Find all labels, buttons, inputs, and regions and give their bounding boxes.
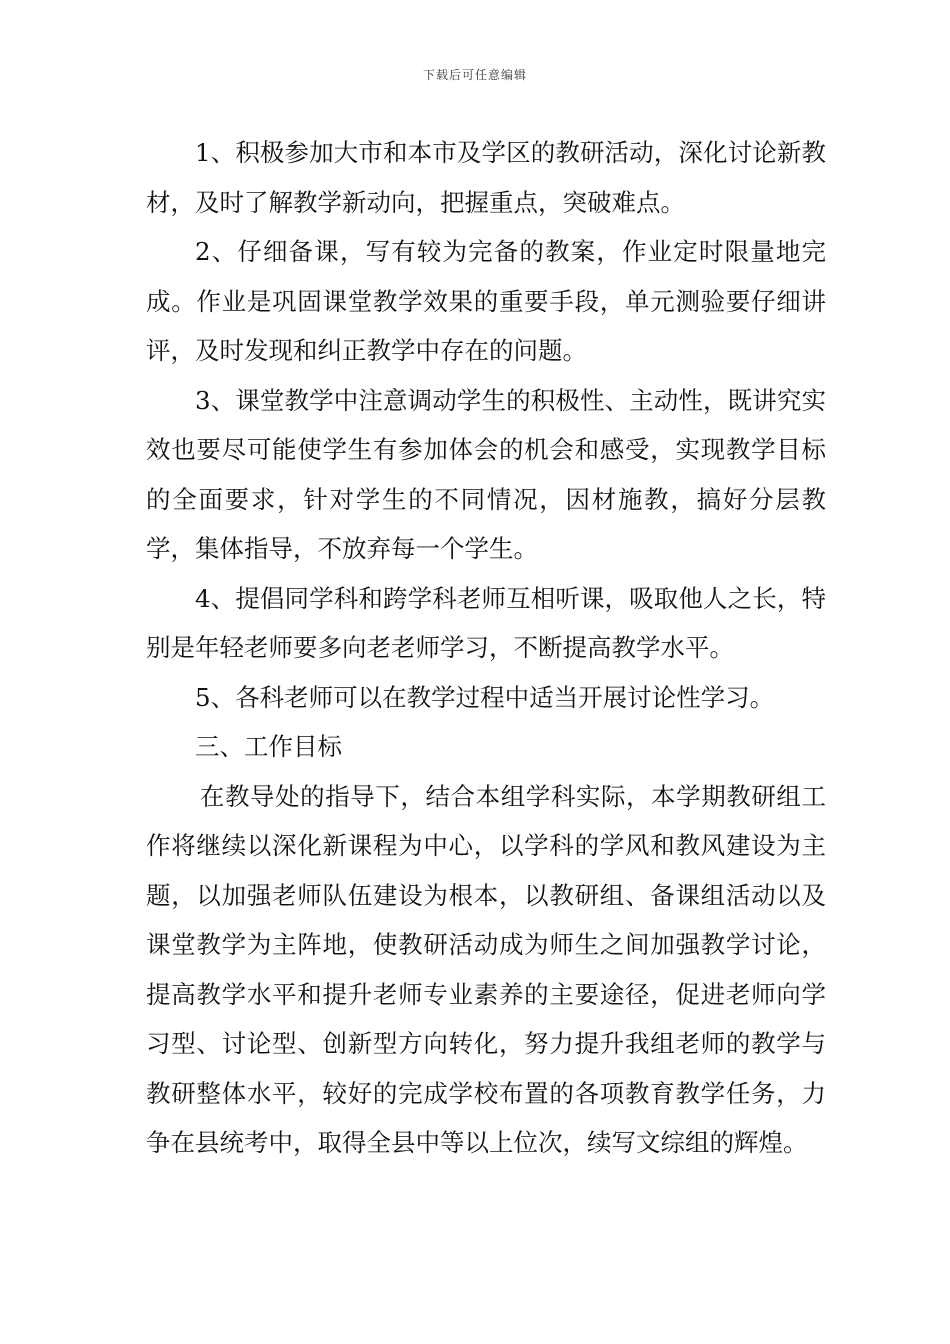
paragraph-item-1: 1、积极参加大市和本市及学区的教研活动，深化讨论新教材，及时了解教学新动向，把握重点，突破难点。 [146, 138, 826, 217]
paragraph-item-3: 3、课堂教学中注意调动学生的积极性、主动性，既讲究实效也要尽可能使学生有参加体会的机会和感受，实现教学目标的全面要求，针对学生的不同情况，因材施教，搞好分层教学，集体指导，不放弃每一个学生。 [146, 385, 826, 563]
paragraph-item-5: 5、各科老师可以在教学过程中适当开展讨论性学习。 [195, 682, 775, 712]
page-header-note: 下载后可任意编辑 [422, 68, 527, 82]
paragraph-work-goals: 在教导处的指导下，结合本组学科实际，本学期教研组工作将继续以深化新课程为中心，以学科的学风和教风建设为主题，以加强老师队伍建设为根本，以教研组、备课组活动以及课堂教学为主阵地，使教研活动成为师生之间加强教学讨论，提高教学水平和提升老师专业素养的主要途径，促进老师向学习型、讨论型、创新型方向转化，努力提升我组老师的教学与教研整体水平，较好的完成学校布置的各项教育教学任务，力争在县统考中，取得全县中等以上位次，续写文综组的辉煌。 [146, 781, 826, 1157]
paragraph-item-4: 4、提倡同学科和跨学科老师互相听课，吸取他人之长，特别是年轻老师要多向老老师学习，不断提高教学水平。 [146, 583, 826, 662]
document-body [146, 128, 826, 1168]
section-heading-work-goals: 三、工作目标 [195, 732, 342, 761]
paragraph-item-2: 2、仔细备课，写有较为完备的教案，作业定时限量地完成。作业是巩固课堂教学效果的重要手段，单元测验要仔细讲评，及时发现和纠正教学中存在的问题。 [146, 237, 826, 365]
